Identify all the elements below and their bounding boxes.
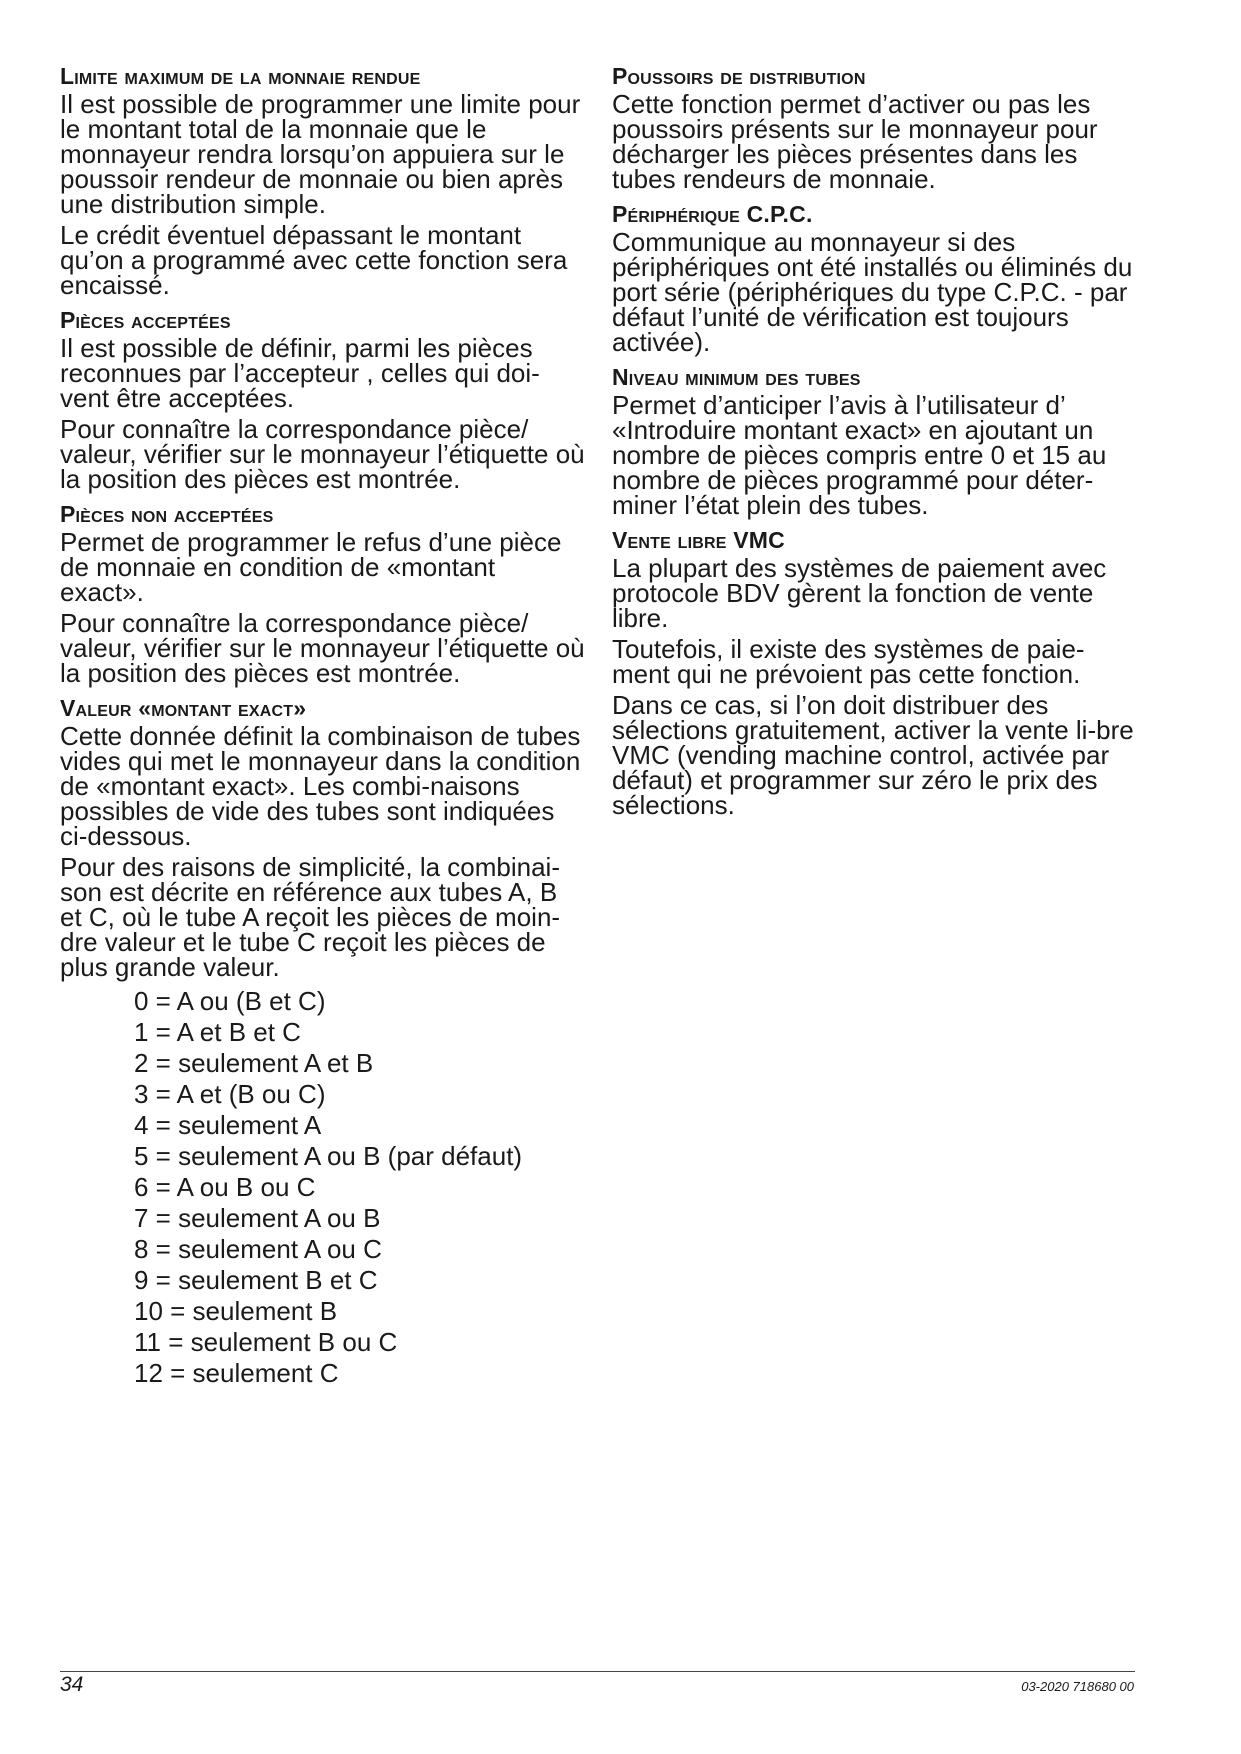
section-title: Pièces non acceptées <box>60 501 274 527</box>
section-title <box>612 200 1140 228</box>
section-title: Niveau minimum des tubes <box>612 364 861 390</box>
section-title-acronym: C.P.C. <box>746 201 813 227</box>
list-item: 9 = seulement B et C <box>134 1265 378 1295</box>
paragraph: Il est possible de définir, parmi les pièces reconnues par l’accepteur , celles qui doi-vent être acceptées. <box>60 333 540 413</box>
section-title: Valeur «montant exact» <box>60 695 307 721</box>
section-pieces-non-acceptees <box>60 500 586 686</box>
list-item: 12 = seulement C <box>134 1358 339 1388</box>
left-column <box>60 62 586 1397</box>
footer-divider <box>60 1671 1135 1672</box>
paragraph: Permet de programmer le refus d’une pièce de monnaie en condition de «montant exact». <box>60 527 562 607</box>
paragraph: Communique au monnayeur si des périphériques ont été installés ou éliminés du port série (périphériques du type C.P.C. - par défaut l’unité de vérification est toujours activée). <box>612 227 1133 357</box>
paragraph: Cette fonction permet d’activer ou pas les poussoirs présents sur le monnayeur pour décharger les pièces présentes dans les tubes rendeurs de monnaie. <box>612 89 1098 194</box>
section-title: Poussoirs de distribution <box>612 63 866 89</box>
paragraph: Il est possible de programmer une limite pour le montant total de la monnaie que le monnayeur rendra lorsqu’on appuiera sur le poussoir rendeur de monnaie ou bien après une distribution simple. <box>60 89 581 219</box>
page-number: 34 <box>60 1673 84 1696</box>
list-item: 8 = seulement A ou C <box>134 1234 382 1264</box>
paragraph: Le crédit éventuel dépassant le montant qu’on a programmé avec cette fonction sera encaissé. <box>60 220 568 300</box>
list-item: 2 = seulement A et B <box>134 1048 374 1078</box>
paragraph: Pour connaître la correspondance pièce/ valeur, vérifier sur le monnayeur l’étiquette où la position des pièces est montrée. <box>60 608 585 688</box>
paragraph: Pour des raisons de simplicité, la combinai-son est décrite en référence aux tubes A, B et C, où le tube A reçoit les pièces de moin-dre valeur et le tube C reçoit les pièces de plus grande valeur. <box>60 852 561 982</box>
section-valeur-montant-exact <box>60 694 586 1389</box>
right-column <box>612 62 1140 826</box>
list-item: 7 = seulement A ou B <box>134 1203 381 1233</box>
section-title: Pièces acceptées <box>60 307 231 333</box>
list-item: 5 = seulement A ou B (par défaut) <box>134 1141 523 1171</box>
section-vente-libre-vmc <box>612 526 1140 818</box>
document-code: 03-2020 718680 00 <box>1021 1679 1134 1694</box>
list-item: 11 = seulement B ou C <box>134 1327 398 1357</box>
section-title <box>612 526 1140 554</box>
section-pieces-acceptees <box>60 306 586 492</box>
list-item: 10 = seulement B <box>134 1296 338 1326</box>
list-item: 4 = seulement A <box>134 1110 322 1140</box>
section-poussoirs-distribution <box>612 62 1140 192</box>
paragraph: Toutefois, il existe des systèmes de paie-ment qui ne prévoient pas cette fonction. <box>612 634 1085 689</box>
paragraph: Permet d’anticiper l’avis à l’utilisateur d’ «Introduire montant exact» en ajoutant un nombre de pièces compris entre 0 et 15 au nombre de pièces programmé pour déter-miner l’état plein des tubes. <box>612 390 1107 520</box>
paragraph: Dans ce cas, si l’on doit distribuer des sélections gratuitement, activer la vente li-bre VMC (vending machine control, activée par défaut) et programmer sur zéro le prix des sélections. <box>612 690 1134 820</box>
list-item: 0 = A ou (B et C) <box>134 986 326 1016</box>
section-peripherique-cpc <box>612 200 1140 355</box>
list-item: 1 = A et B et C <box>134 1017 301 1047</box>
paragraph: Pour connaître la correspondance pièce/ valeur, vérifier sur le monnayeur l’étiquette où la position des pièces est montrée. <box>60 414 585 494</box>
paragraph: Cette donnée définit la combinaison de tubes vides qui met le monnayeur dans la condition de «montant exact». Les combi-naisons possibles de vide des tubes sont indiquées ci-dessous. <box>60 721 581 851</box>
paragraph: La plupart des systèmes de paiement avec protocole BDV gèrent la fonction de vente libre. <box>612 553 1107 633</box>
section-limite-monnaie <box>60 62 586 298</box>
section-niveau-minimum-tubes <box>612 363 1140 518</box>
list-item: 3 = A et (B ou C) <box>134 1079 326 1109</box>
section-title-main: Périphérique <box>612 201 747 227</box>
section-title: Limite maximum de la monnaie rendue <box>60 63 421 89</box>
section-title-acronym: VMC <box>733 527 785 553</box>
list-item: 6 = A ou B ou C <box>134 1172 316 1202</box>
combination-list <box>60 986 586 1389</box>
section-title-main: Vente libre <box>612 527 734 553</box>
